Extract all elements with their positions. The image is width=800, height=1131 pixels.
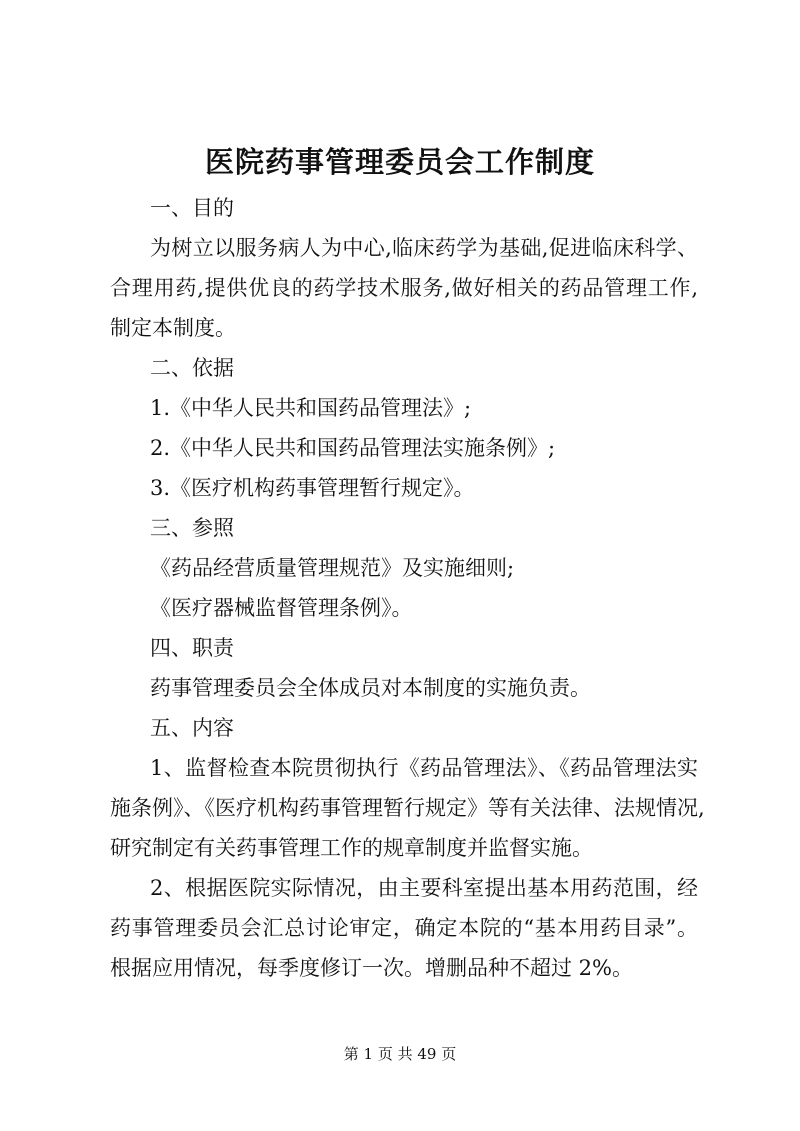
list-item: 3.《医疗机构药事管理暂行规定》。 bbox=[150, 476, 475, 500]
list-item: 《药品经营质量管理规范》及实施细则; bbox=[150, 556, 515, 580]
page-number-footer: 第 1 页 共 49 页 bbox=[343, 1045, 457, 1063]
paragraph-line: 2、根据医院实际情况，由主要科室提出基本用药范围，经 bbox=[150, 876, 698, 900]
document-title: 医院药事管理委员会工作制度 bbox=[204, 145, 595, 179]
paragraph-line: 根据应用情况，每季度修订一次。增删品种不超过 2%。 bbox=[110, 956, 633, 980]
list-item: 《医疗器械监督管理条例》。 bbox=[150, 596, 413, 620]
section-heading-responsibility: 四、职责 bbox=[150, 636, 234, 660]
section-heading-purpose: 一、目的 bbox=[150, 196, 234, 220]
list-item: 2.《中华人民共和国药品管理法实施条例》; bbox=[150, 436, 556, 460]
list-item: 1.《中华人民共和国药品管理法》; bbox=[150, 396, 472, 420]
paragraph-line: 研究制定有关药事管理工作的规章制度并监督实施。 bbox=[110, 836, 593, 860]
section-heading-basis: 二、依据 bbox=[150, 356, 234, 380]
paragraph-line: 合理用药,提供优良的药学技术服务,做好相关的药品管理工作, bbox=[110, 276, 698, 300]
paragraph-line: 制定本制度。 bbox=[110, 316, 236, 340]
paragraph-line: 药事管理委员会全体成员对本制度的实施负责。 bbox=[150, 676, 591, 700]
paragraph-line: 药事管理委员会汇总讨论审定，确定本院的“基本用药目录”。 bbox=[110, 916, 698, 940]
paragraph-line: 1、监督检查本院贯彻执行《药品管理法》、《药品管理法实 bbox=[150, 756, 698, 780]
section-heading-reference: 三、参照 bbox=[150, 516, 234, 540]
paragraph-line: 施条例》、《医疗机构药事管理暂行规定》等有关法律、法规情况, bbox=[110, 796, 705, 820]
paragraph-line: 为树立以服务病人为中心,临床药学为基础,促进临床科学、 bbox=[150, 236, 698, 260]
section-heading-content: 五、内容 bbox=[150, 716, 234, 740]
